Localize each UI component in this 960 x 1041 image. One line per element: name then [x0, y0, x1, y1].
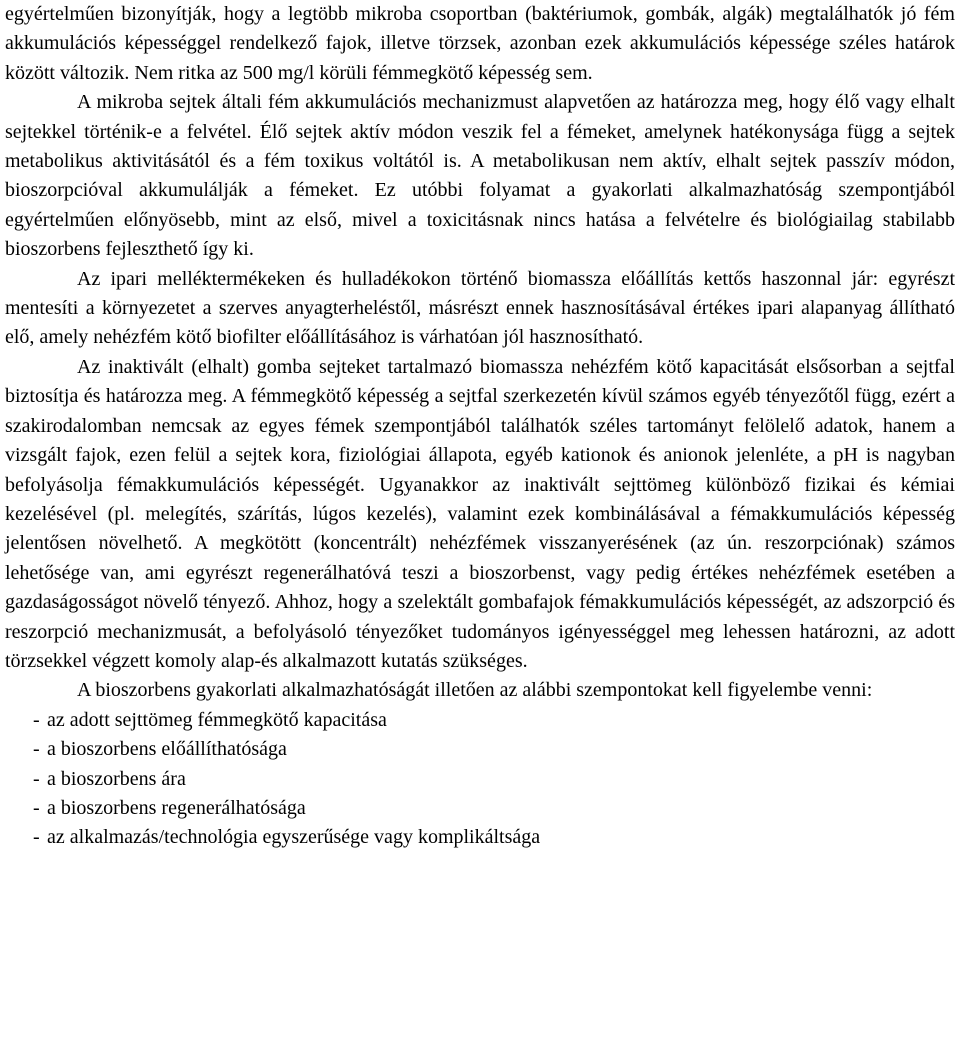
list-item-text: a bioszorbens ára: [47, 767, 186, 790]
list-marker: -: [33, 796, 40, 819]
paragraph-3: Az ipari melléktermékeken és hulladékokon történő biomassza előállítás kettős haszonnal jár: egyrészt mentesíti a környezetet a szerves anyagterheléstől, másrészt ennek hasznosításával értékes ipari alapanyag állítható elő, amely nehézfém kötő biofilter előállításához is várhatóan jól hasznosítható.: [5, 267, 955, 349]
list-item-text: az adott sejttömeg fémmegkötő kapacitása: [47, 708, 387, 731]
list-item: [5, 823, 955, 852]
list-marker: -: [33, 826, 40, 849]
list-item: [5, 794, 955, 823]
list-item: [5, 706, 955, 735]
list-marker: -: [33, 738, 40, 761]
list-marker: -: [33, 767, 40, 790]
list-item-text: a bioszorbens előállíthatósága: [47, 738, 287, 761]
paragraph-5: A bioszorbens gyakorlati alkalmazhatóságát illetően az alábbi szempontokat kell figyelembe venni:: [77, 679, 873, 702]
list-item-text: az alkalmazás/technológia egyszerűsége vagy komplikáltsága: [47, 826, 541, 849]
paragraph-4: Az inaktivált (elhalt) gomba sejteket tartalmazó biomassza nehézfém kötő kapacitását elsősorban a sejtfal biztosítja és határozza meg. A fémmegkötő képesség a sejtfal szerkezetén kívül számos egyéb tényezőtől függ, ezért a szakirodalomban nemcsak az egyes fémek szempontjából találhatók széles tartományt felölelő adatok, hanem a vizsgált fajok, ezen felül a sejtek kora, fiziológiai állapota, egyéb kationok és anionok jelenléte, a pH is nagyban befolyásolja fémakkumulációs képességét. Ugyanakkor az inaktivált sejttömeg különböző fizikai és kémiai kezelésével (pl. melegítés, szárítás, lúgos kezelés), valamint ezek kombinálásával a fémakkumulációs képesség jelentősen növelhető. A megkötött (koncentrált) nehézfémek visszanyerésének (az ún. reszorpciónak) számos lehetősége van, ami egyrészt regenerálhatóvá teszi a bioszorbenst, vagy pedig értékes nehézfémek esetében a gazdaságosságot növelő tényező. Ahhoz, hogy a szelektált gombafajok fémakkumulációs képességét, az adszorpció és reszorpció mechanizmusát, a befolyásoló tényezőket tudományos igényességgel meg lehessen határozni, az adott törzsekkel végzett komoly alap-és alkalmazott kutatás szükséges.: [5, 355, 955, 672]
list-item: [5, 735, 955, 764]
list-item-text: a bioszorbens regenerálhatósága: [47, 796, 306, 819]
criteria-list: [5, 706, 955, 853]
paragraph-2: A mikroba sejtek általi fém akkumulációs mechanizmust alapvetően az határozza meg, hogy élő vagy elhalt sejtekkel történik-e a felvétel. Élő sejtek aktív módon veszik fel a fémeket, amelynek hatékonysága függ a sejtek metabolikus aktivitásától és a fém toxikus voltától is. A metabolikusan nem aktív, elhalt sejtek passzív módon, bioszorpcióval akkumulálják a fémeket. Ez utóbbi folyamat a gyakorlati alkalmazhatóság szempontjából egyértelműen előnyösebb, mint az első, mivel a toxicitásnak nincs hatása a felvételre és biológiailag stabilabb bioszorbens fejleszthető így ki.: [5, 91, 955, 261]
paragraph-1: egyértelműen bizonyítják, hogy a legtöbb mikroba csoportban (baktériumok, gombák, algák) megtalálhatók jó fém akkumulációs képességgel rendelkező fajok, illetve törzsek, azonban ezek akkumulációs képessége széles határok között változik. Nem ritka az 500 mg/l körüli fémmegkötő képesség sem.: [5, 3, 955, 84]
list-item: [5, 765, 955, 794]
list-marker: -: [33, 708, 40, 731]
